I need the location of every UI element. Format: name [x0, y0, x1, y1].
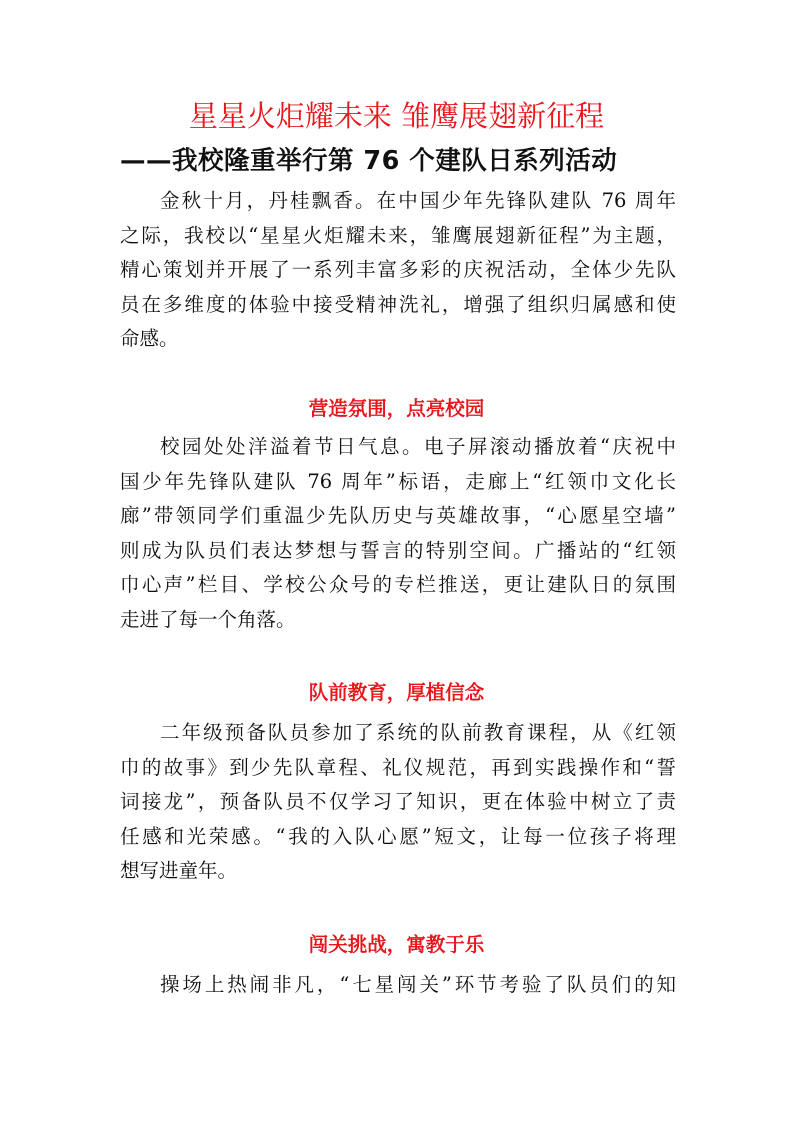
section-paragraph	[120, 716, 676, 889]
paragraph-line: 金秋十月，丹桂飘香。在中国少年先锋队建队 76 周年	[160, 189, 676, 212]
section-heading: 营造氛围，点亮校园	[308, 397, 485, 420]
paragraph-line: 廊”带领同学们重温少先队历史与英雄故事，“心愿星空墙”	[120, 504, 676, 527]
paragraph-line: 之际，我校以“星星火炬耀未来，雏鹰展翅新征程”为主题，	[120, 223, 676, 247]
paragraph-line: 词接龙”，预备队员不仅学习了知识，更在体验中树立了责	[120, 790, 676, 813]
paragraph-line: 想写进童年。	[120, 859, 238, 882]
paragraph-line: 操场上热闹非凡，“七星闯关”环节考验了队员们的知	[160, 973, 676, 996]
paragraph-line: 命感。	[120, 327, 179, 350]
paragraph-line: 走进了每一个角落。	[120, 607, 296, 631]
section-heading: 队前教育，厚植信念	[308, 681, 485, 704]
paragraph-line: 校园处处洋溢着节日气息。电子屏滚动播放着“庆祝中	[160, 435, 676, 458]
intro-paragraph	[120, 184, 676, 357]
paragraph-line: 任感和光荣感。“我的入队心愿”短文，让每一位孩子将理	[120, 824, 676, 848]
paragraph-line: 员在多维度的体验中接受精神洗礼，增强了组织归属感和使	[120, 292, 676, 316]
paragraph-line: 精心策划并开展了一系列丰富多彩的庆祝活动，全体少先队	[120, 258, 676, 281]
paragraph-line: 则成为队员们表达梦想与誓言的特别空间。广播站的“红领	[120, 538, 676, 562]
paragraph-line: 巾心声”栏目、学校公众号的专栏推送，更让建队日的氛围	[120, 573, 676, 596]
paragraph-line: 二年级预备队员参加了系统的队前教育课程，从《红领	[160, 721, 676, 744]
section-paragraph	[120, 968, 676, 1003]
document-subtitle: ——我校隆重举行第 76 个建队日系列活动	[120, 146, 618, 176]
paragraph-line: 巾的故事》到少先队章程、礼仪规范，再到实践操作和“誓	[120, 755, 676, 779]
document-title: 星星火炬耀未来 雏鹰展翅新征程	[188, 99, 605, 133]
paragraph-line: 国少年先锋队建队 76 周年”标语，走廊上“红领巾文化长	[120, 469, 676, 493]
section-paragraph	[120, 430, 676, 637]
section-heading: 闯关挑战，寓教于乐	[308, 933, 485, 956]
